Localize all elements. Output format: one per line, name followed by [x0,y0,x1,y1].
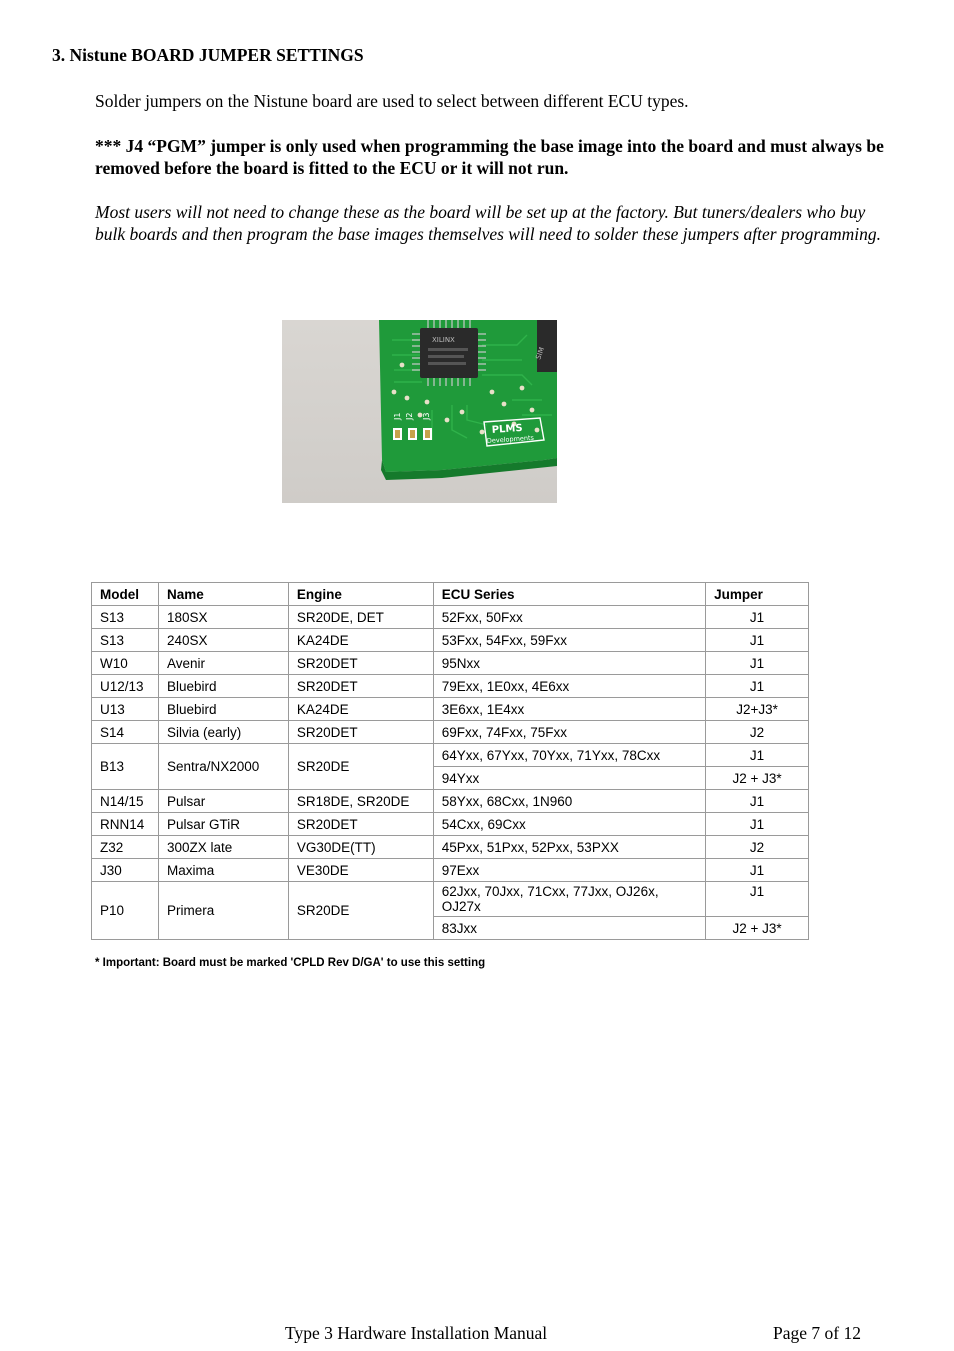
cell-name: Sentra/NX2000 [158,744,288,790]
cell-jumper: J1 [706,652,809,675]
jumper-label-j2: J2 [405,412,414,420]
section-heading: 3. Nistune BOARD JUMPER SETTINGS [52,45,364,65]
header-engine: Engine [288,583,433,606]
cell-jumper: J1 [706,675,809,698]
cell-ecu-series: 62Jxx, 70Jxx, 71Cxx, 77Jxx, OJ26x, OJ27x [433,882,705,917]
cell-name: Pulsar GTiR [158,813,288,836]
table-row [92,790,809,813]
cell-engine: VE30DE [288,859,433,882]
cell-name: 300ZX late [158,836,288,859]
cell-jumper: J2 + J3* [706,767,809,790]
table-row [92,859,809,882]
board-illustration [282,320,557,503]
cell-jumper: J1 [706,882,809,917]
cell-engine: SR20DET [288,721,433,744]
cell-model: U13 [92,698,159,721]
cell-name: 180SX [158,606,288,629]
note-paragraph: Most users will not need to change these as the board will be set up at the factory. But tuners/dealers who buy bulk boards and then program the base images themselves will need to solder these jumpers after programming. [95,202,881,244]
cell-name: Maxima [158,859,288,882]
cell-jumper: J1 [706,629,809,652]
warning-paragraph: *** J4 “PGM” jumper is only used when programming the base image into the board and must always be removed before the board is fitted to the ECU or it will not run. [95,136,884,178]
chip-label: XILINX [432,336,455,344]
cell-engine: KA24DE [288,629,433,652]
jumper-settings-table [91,582,809,940]
cell-jumper: J2 [706,836,809,859]
cell-model: W10 [92,652,159,675]
cell-ecu-series: 79Exx, 1E0xx, 4E6xx [433,675,705,698]
cell-jumper: J2 [706,721,809,744]
cell-ecu-series: 69Fxx, 74Fxx, 75Fxx [433,721,705,744]
table-row [92,721,809,744]
cell-jumper: J2 + J3* [706,917,809,940]
cell-ecu-series: 94Yxx [433,767,705,790]
cell-ecu-series: 95Nxx [433,652,705,675]
cell-jumper: J1 [706,790,809,813]
jumper-pads [393,428,432,440]
cell-engine: VG30DE(TT) [288,836,433,859]
table-row [92,813,809,836]
jumper-label-j1: J1 [393,412,402,420]
cell-engine: SR20DET [288,675,433,698]
table-row [92,652,809,675]
logo-text-developments: Developments [486,433,535,445]
table-header-row [92,583,809,606]
cell-ecu-series: 58Yxx, 68Cxx, 1N960 [433,790,705,813]
table-row [92,836,809,859]
cell-name: Avenir [158,652,288,675]
cell-ecu-series: 54Cxx, 69Cxx [433,813,705,836]
cell-model: Z32 [92,836,159,859]
table-row [92,629,809,652]
cell-jumper: J1 [706,859,809,882]
cell-name: Primera [158,882,288,940]
cell-engine: KA24DE [288,698,433,721]
cell-model: U12/13 [92,675,159,698]
side-chip [534,320,557,372]
cell-jumper: J1 [706,813,809,836]
cell-name: Silvia (early) [158,721,288,744]
footer-document-title: Type 3 Hardware Installation Manual [285,1323,548,1343]
cell-ecu-series: 97Exx [433,859,705,882]
cell-ecu-series: 52Fxx, 50Fxx [433,606,705,629]
cell-model: RNN14 [92,813,159,836]
cell-jumper: J1 [706,744,809,767]
nistune-board-photo [282,320,557,503]
cell-model: S13 [92,606,159,629]
cell-name: Bluebird [158,698,288,721]
logo-text-plms: PLMS [491,422,523,436]
cell-engine: SR20DE, DET [288,606,433,629]
table-row [92,606,809,629]
header-name: Name [158,583,288,606]
cell-name: 240SX [158,629,288,652]
cell-engine: SR20DET [288,813,433,836]
cell-engine: SR20DET [288,652,433,675]
header-jumper: Jumper [706,583,809,606]
cell-engine: SR20DE [288,744,433,790]
table-row [92,698,809,721]
cell-engine: SR18DE, SR20DE [288,790,433,813]
cell-model: S13 [92,629,159,652]
table-footnote: * Important: Board must be marked 'CPLD Rev D/GA' to use this setting [95,957,486,969]
header-model: Model [92,583,159,606]
cell-jumper: J2+J3* [706,698,809,721]
cell-ecu-series: 83Jxx [433,917,705,940]
cell-model: P10 [92,882,159,940]
table-row [92,675,809,698]
cell-ecu-series: 64Yxx, 67Yxx, 70Yxx, 71Yxx, 78Cxx [433,744,705,767]
jumper-label-j3: J3 [422,412,431,420]
xilinx-chip [412,320,486,386]
cell-engine: SR20DE [288,882,433,940]
cell-ecu-series: 53Fxx, 54Fxx, 59Fxx [433,629,705,652]
intro-paragraph: Solder jumpers on the Nistune board are used to select between different ECU types. [95,91,689,111]
cell-name: Pulsar [158,790,288,813]
table-row [92,744,809,767]
table-row [92,882,809,917]
footer-page-number: Page 7 of 12 [773,1323,861,1343]
cell-model: N14/15 [92,790,159,813]
side-chip-label: SIM [534,346,547,361]
cell-model: J30 [92,859,159,882]
cell-ecu-series: 3E6xx, 1E4xx [433,698,705,721]
cell-jumper: J1 [706,606,809,629]
cell-name: Bluebird [158,675,288,698]
cell-model: B13 [92,744,159,790]
jumper-labels [393,413,431,421]
cell-ecu-series: 45Pxx, 51Pxx, 52Pxx, 53PXX [433,836,705,859]
cell-model: S14 [92,721,159,744]
header-ecu-series: ECU Series [433,583,705,606]
